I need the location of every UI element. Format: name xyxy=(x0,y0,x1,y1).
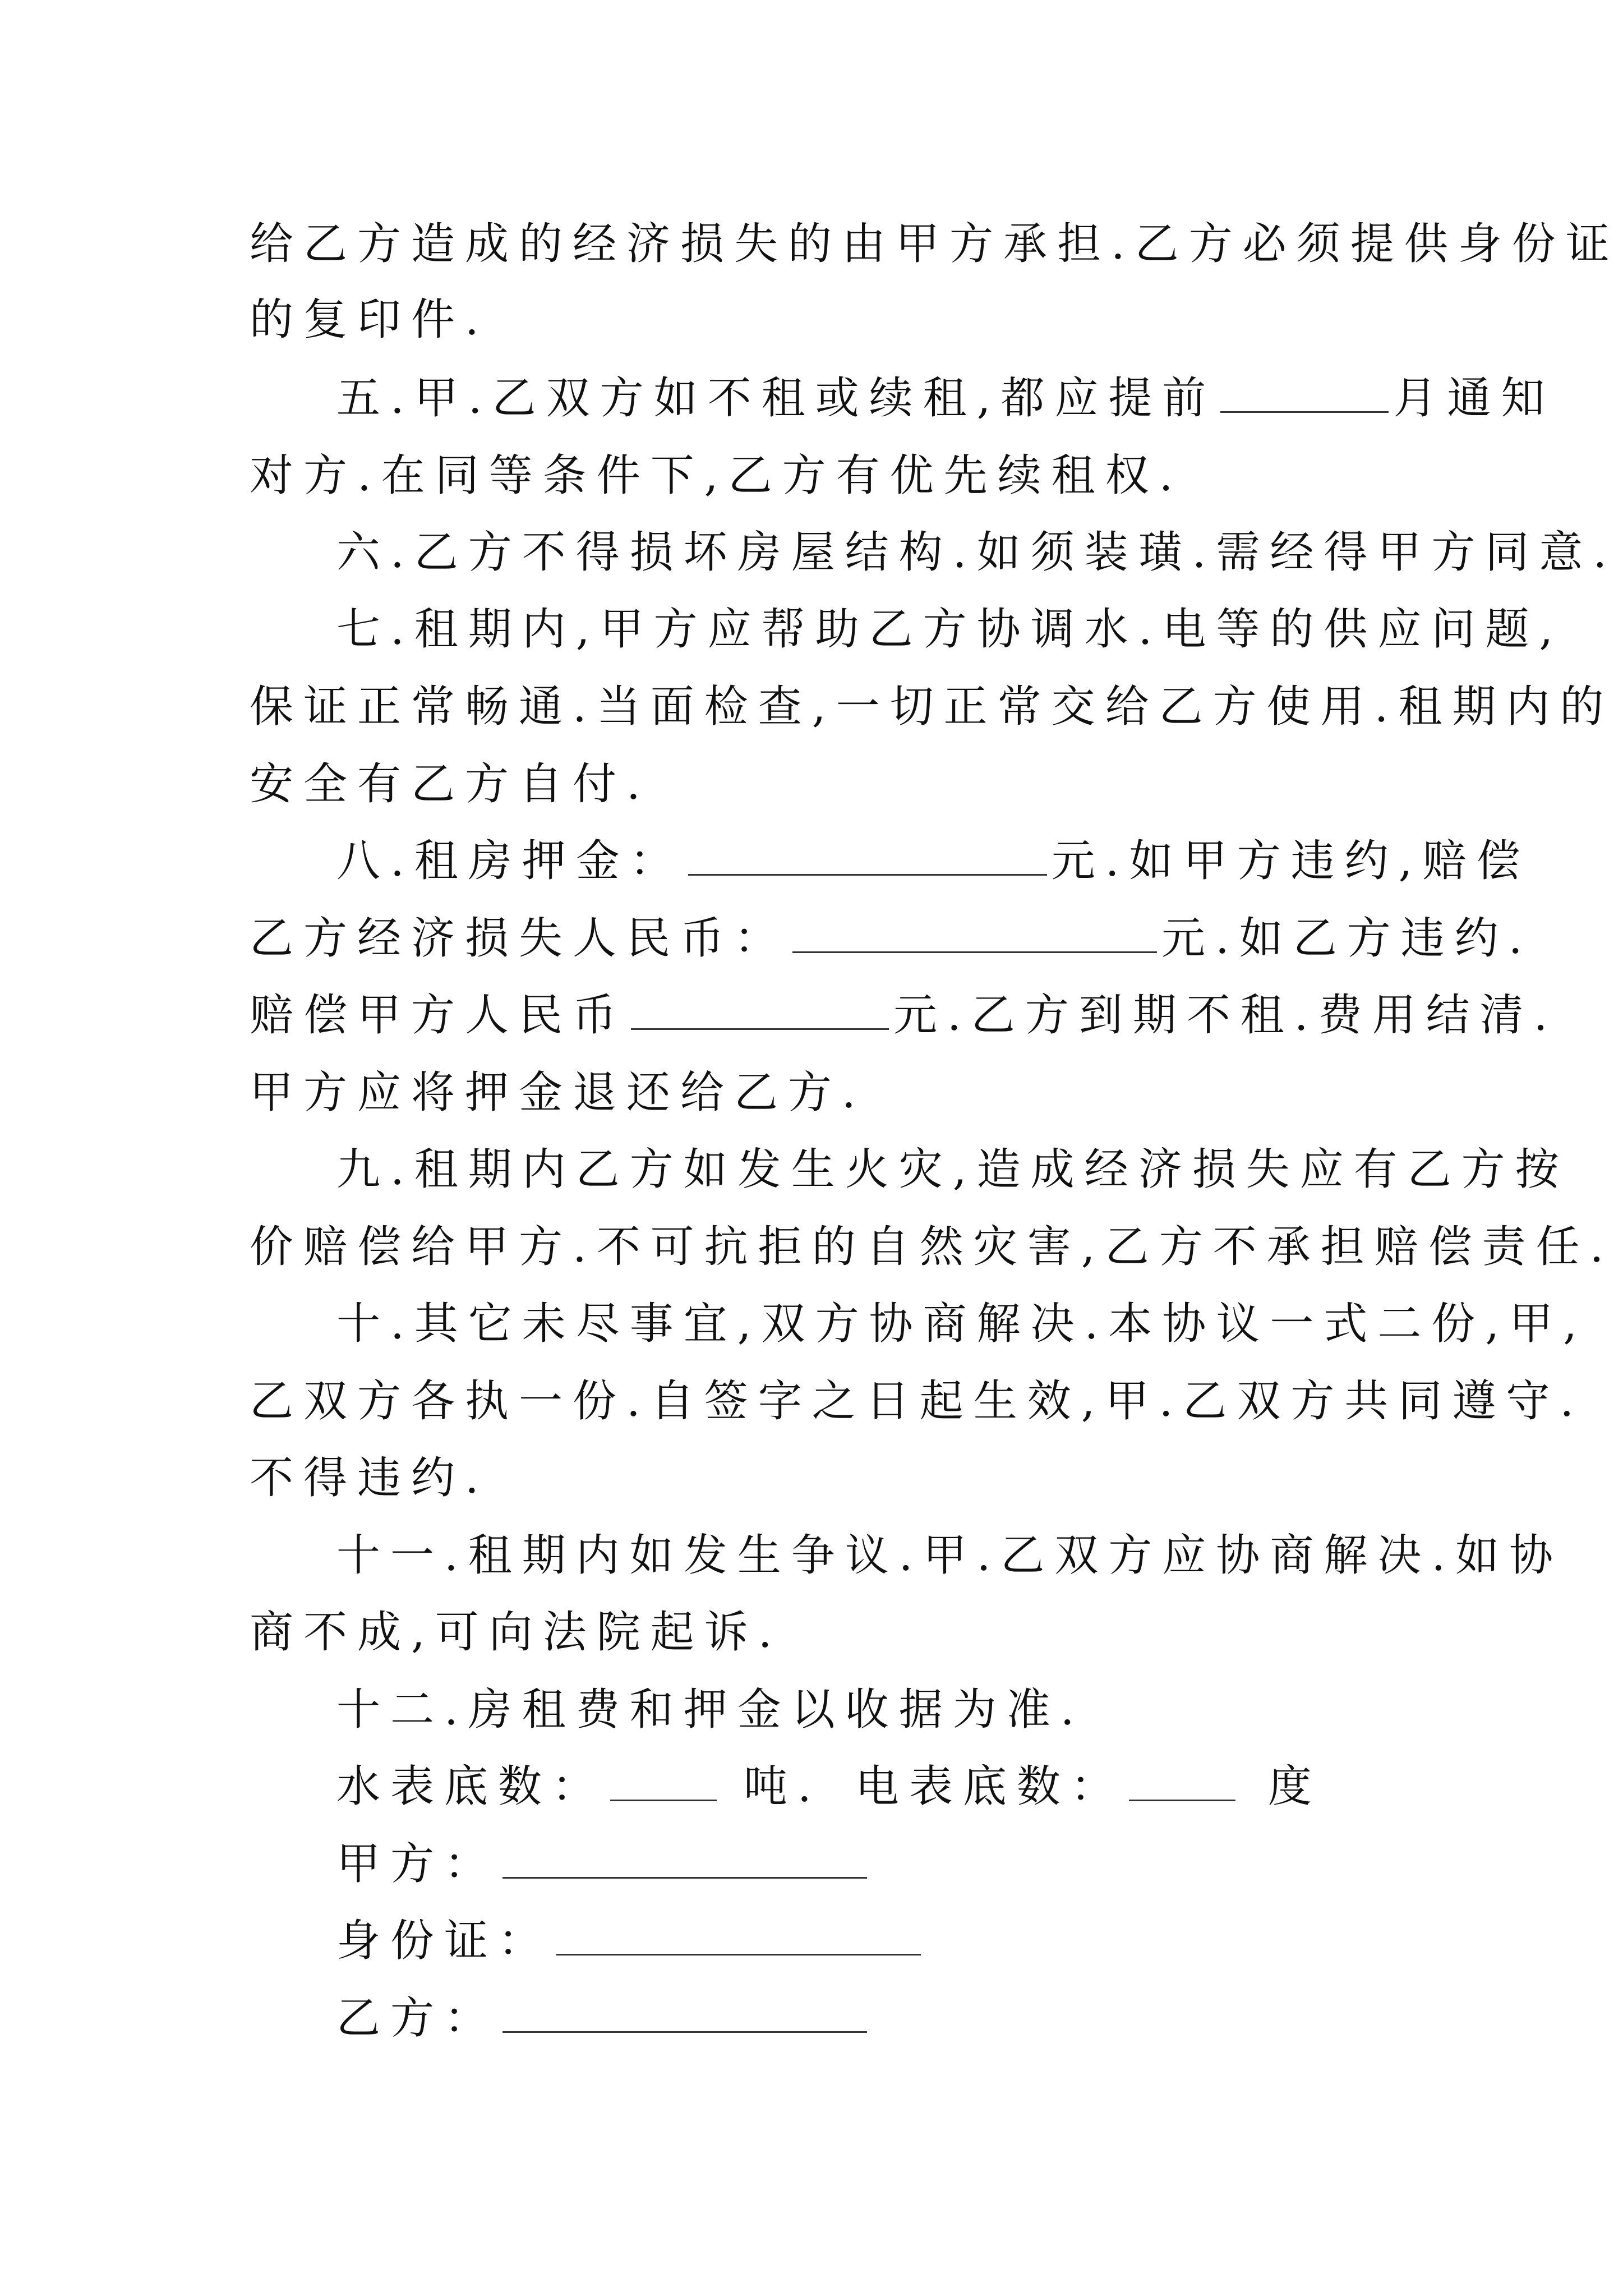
text: 甲方应将押金退还给乙方. xyxy=(250,1068,866,1118)
id-card-field[interactable] xyxy=(556,1921,921,1955)
water-meter-unit: 吨. xyxy=(744,1761,822,1812)
text: 五.甲.乙双方如不租或续租,都应提前 xyxy=(336,373,1216,424)
clause-4-line-1 xyxy=(250,205,1620,283)
text: 月通知 xyxy=(1393,373,1555,424)
text: 十二.房租费和押金以收据为准. xyxy=(336,1685,1085,1735)
text: 十一.租期内如发生争议.甲.乙双方应协商解决.如协 xyxy=(336,1530,1564,1581)
text: 不得违约. xyxy=(250,1453,489,1503)
party-a-field[interactable] xyxy=(502,1844,867,1879)
water-meter-field[interactable] xyxy=(610,1767,717,1801)
blank-field[interactable] xyxy=(631,996,889,1030)
clause-7-line-1 xyxy=(336,590,1563,669)
text: 九.租期内乙方如发生火灾,造成经济损失应有乙方按 xyxy=(336,1144,1569,1195)
clause-8-line-2 xyxy=(250,899,1533,978)
clause-7-line-3 xyxy=(250,745,651,823)
text: 元.如乙方违约. xyxy=(1161,913,1533,964)
clause-11-line-2 xyxy=(250,1593,782,1672)
clause-5-line-1 xyxy=(336,359,1555,438)
clause-10-line-3 xyxy=(250,1439,489,1517)
text: 的复印件. xyxy=(250,295,489,345)
party-a-signature xyxy=(336,1825,872,1903)
clause-8-line-3 xyxy=(250,976,1557,1055)
clause-11-line-1 xyxy=(336,1516,1563,1595)
clause-6-line-1 xyxy=(336,513,1617,592)
blank-field[interactable] xyxy=(792,919,1157,953)
clause-9-line-2 xyxy=(250,1208,1613,1286)
text: 元.如甲方违约,赔偿 xyxy=(1051,836,1530,886)
party-b-label: 乙方： xyxy=(336,1993,499,2044)
clause-12-line-1 xyxy=(336,1671,1085,1749)
text: 乙方经济损失人民币： xyxy=(250,913,789,964)
party-a-label: 甲方： xyxy=(336,1839,499,1889)
clause-7-line-2 xyxy=(250,668,1613,746)
text: 给乙方造成的经济损失的由甲方承担.乙方必须提供身份证 xyxy=(250,219,1620,269)
text: 保证正常畅通.当面检查,一切正常交给乙方使用.租期内的 xyxy=(250,682,1614,732)
blank-field[interactable] xyxy=(688,841,1047,876)
electric-meter-unit: 度 xyxy=(1267,1761,1322,1812)
clause-5-line-2 xyxy=(250,436,1183,515)
party-b-field[interactable] xyxy=(502,1999,867,2033)
clause-4-line-2 xyxy=(250,280,489,359)
water-meter-label: 水表底数： xyxy=(336,1761,606,1812)
meter-readings xyxy=(336,1747,1322,1826)
clause-10-line-1 xyxy=(336,1285,1587,1363)
clause-9-line-1 xyxy=(336,1130,1569,1209)
text: 乙双方各执一份.自签字之日起生效,甲.乙双方共同遵守. xyxy=(250,1376,1584,1427)
text: 赔偿甲方人民币 xyxy=(250,990,627,1041)
text: 商不成,可向法院起诉. xyxy=(250,1607,782,1658)
text: 六.乙方不得损坏房屋结构.如须装璜.需经得甲方同意. xyxy=(336,527,1617,578)
text: 十.其它未尽事宜,双方协商解决.本协议一式二份,甲, xyxy=(336,1299,1587,1349)
clause-8-line-4 xyxy=(250,1053,866,1132)
blank-field[interactable] xyxy=(1220,379,1389,413)
text: 七.租期内,甲方应帮助乙方协调水.电等的供应问题, xyxy=(336,604,1564,655)
clause-10-line-2 xyxy=(250,1362,1584,1441)
text: 元.乙方到期不租.费用结清. xyxy=(893,990,1558,1041)
text: 对方.在同等条件下,乙方有优先续租权. xyxy=(250,450,1183,501)
text: 安全有乙方自付. xyxy=(250,759,651,809)
electric-meter-label: 电表底数： xyxy=(855,1761,1124,1812)
text: 价赔偿给甲方.不可抗拒的自然灾害,乙方不承担赔偿责任. xyxy=(250,1222,1614,1272)
party-b-signature xyxy=(336,1979,872,2058)
clause-8-line-1 xyxy=(336,822,1530,900)
id-card-label: 身份证： xyxy=(336,1916,552,1966)
electric-meter-field[interactable] xyxy=(1129,1767,1235,1801)
text: 八.租房押金： xyxy=(336,836,684,886)
id-card-line xyxy=(336,1902,925,1980)
